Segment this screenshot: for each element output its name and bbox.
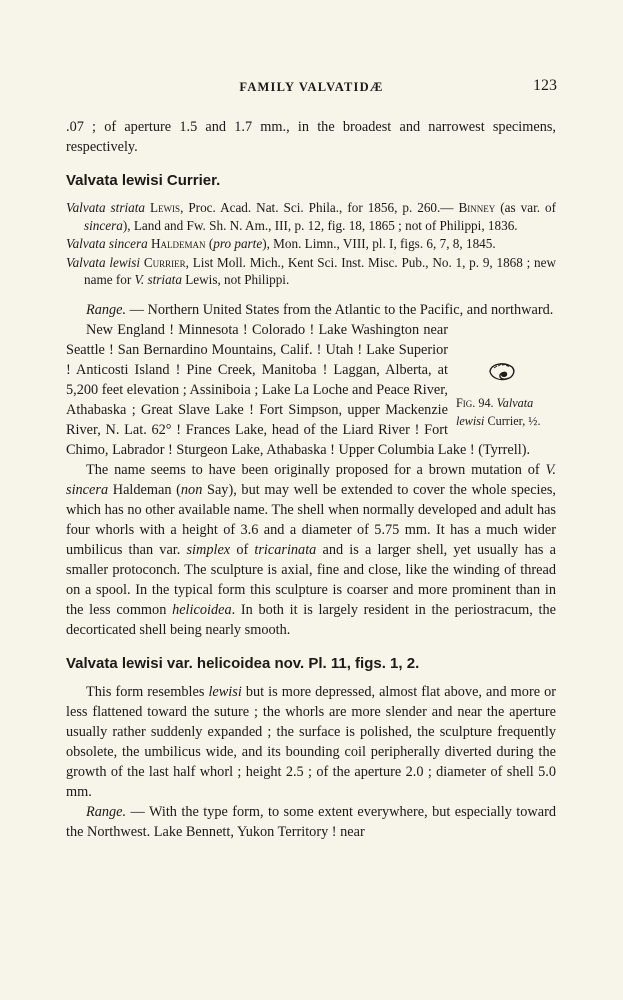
variety-description xyxy=(66,682,556,802)
figure-label: Fig. 94. xyxy=(456,395,494,410)
figure-species: Valvata lewisi xyxy=(456,395,534,428)
synonym-author: Lewis xyxy=(150,200,181,215)
figure-caption xyxy=(456,394,556,430)
shell-figure-icon xyxy=(486,358,516,384)
variety-range-paragraph xyxy=(66,802,556,842)
variety-heading: Valvata lewisi var. helicoidea nov. Pl. 11, figs. 1, 2. xyxy=(66,654,420,672)
page-body xyxy=(66,117,556,842)
taxon-name: V. sincera xyxy=(66,461,556,498)
synonym-text: (as var. of xyxy=(495,200,557,215)
discussion-text: . In both it is largely resident in the periostracum, the decorticated shell being nearly smooth. xyxy=(66,601,556,638)
discussion-text: Say), but may well be extended to cover the whole species, which has no other available name. The shell when normally developed and adult has four whorls with a height of 3.6 and a diameter of 5.75 mm. It has a much wider umbilicus than var. xyxy=(66,481,556,558)
synonym-text: , List Moll. Mich., Kent Sci. Inst. Misc. Pub., No. 1, p. 9, 1868 ; new name for xyxy=(84,254,557,287)
discussion-text: The name seems to have been originally proposed for a brown mutation of xyxy=(86,461,546,478)
running-head-title: FAMILY VALVATIDÆ xyxy=(239,80,384,94)
range-label: Range. xyxy=(86,803,127,820)
synonym-text: ( xyxy=(205,236,214,251)
synonym-author: Haldeman xyxy=(150,236,206,251)
page-number: 123 xyxy=(533,77,557,94)
synonym-name: Valvata lewisi xyxy=(66,254,141,270)
range-paragraph xyxy=(66,300,556,320)
discussion-paragraph xyxy=(66,460,556,640)
synonym-name: sincera xyxy=(84,217,123,233)
description-text: but is more depressed, almost flat above, and more or less flattened toward the suture ; the whorls are more slender and near the aperture usually rather suddenly expanded ; the surface is polished, the sculpture frequently obsolete, the umbilicus wide, and its bounding coil peripherally diverted during the growth of the last half whorl ; height 2.5 ; of the aperture 2.0 ; diameter of shell 5.0 mm. xyxy=(66,683,556,800)
taxon-name: non xyxy=(180,481,203,498)
taxon-name: simplex xyxy=(186,541,231,558)
synonym-text: ), Mon. Limn., VIII, pl. I, figs. 6, 7, 8, 1845. xyxy=(262,236,496,251)
synonym-name: pro parte xyxy=(213,236,263,251)
species-heading: Valvata lewisi Currier. xyxy=(66,172,221,189)
range-label: Range. xyxy=(86,301,127,318)
synonym-entry xyxy=(66,199,556,234)
synonym-name: Valvata sincera xyxy=(66,236,148,251)
figure xyxy=(456,358,556,430)
taxon-name: tricarinata xyxy=(254,541,317,558)
synonym-text: , Proc. Acad. Nat. Sci. Phila., for 1856, p. 260.— xyxy=(180,200,459,215)
synonym-author: Binney xyxy=(458,200,496,215)
discussion-text: and is a larger shell, yet usually has a smaller protoconch. The sculpture is axial, fine and close, like the winding of thread on a spool. In the typical form this sculpture is coarser and more prominent than in the less common xyxy=(66,541,556,618)
figure-author: Currier, ½. xyxy=(484,413,541,428)
synonym-name: V. striata xyxy=(134,272,182,287)
discussion-text: Haldeman ( xyxy=(108,481,181,498)
synonym-text: ), Land and Fw. Sh. N. Am., III, p. 12, fig. 18, 1865 ; not of Philippi, 1836. xyxy=(122,217,518,233)
localities-paragraph: New England ! Minnesota ! Colorado ! Lake Washington near Seattle ! San Bernardino Mountains, Calif. ! Utah ! Lake Superior ! Anticosti Island ! Pine Creek, Manitoba ! Laggan, Alberta, at 5,200 feet elevation ; Assiniboia ; Lake La Loche and Peace River, Athabaska ; Great Slave Lake ! Fort Simpson, upper Mackenzie River, N. Lat. 62° ! Frances Lake, head of the Liard River ! Fort Chimo, Labrador ! Sturgeon Lake, Athabaska ! Upper Columbia Lake ! (Tyrrell). xyxy=(66,321,531,458)
description-text: This form resembles xyxy=(86,683,209,700)
running-head xyxy=(66,77,557,102)
synonym-author: Currier xyxy=(143,254,186,270)
range-text: — Northern United States from the Atlantic to the Pacific, and northward. xyxy=(126,301,554,318)
taxon-name: lewisi xyxy=(208,683,242,700)
synonym-entry xyxy=(66,254,556,289)
intro-paragraph: .07 ; of aperture 1.5 and 1.7 mm., in the broadest and narrowest specimens, respectively. xyxy=(66,119,556,155)
synonym-text: Lewis, not Philippi. xyxy=(181,272,290,287)
range-text: — With the type form, to some extent everywhere, but especially toward the Northwest. Lake Bennett, Yukon Territory ! near xyxy=(66,803,556,840)
discussion-text: of xyxy=(230,541,255,558)
synonym-entry xyxy=(66,235,556,253)
synonym-name: Valvata striata xyxy=(66,200,145,215)
taxon-name: helicoidea xyxy=(172,601,232,618)
